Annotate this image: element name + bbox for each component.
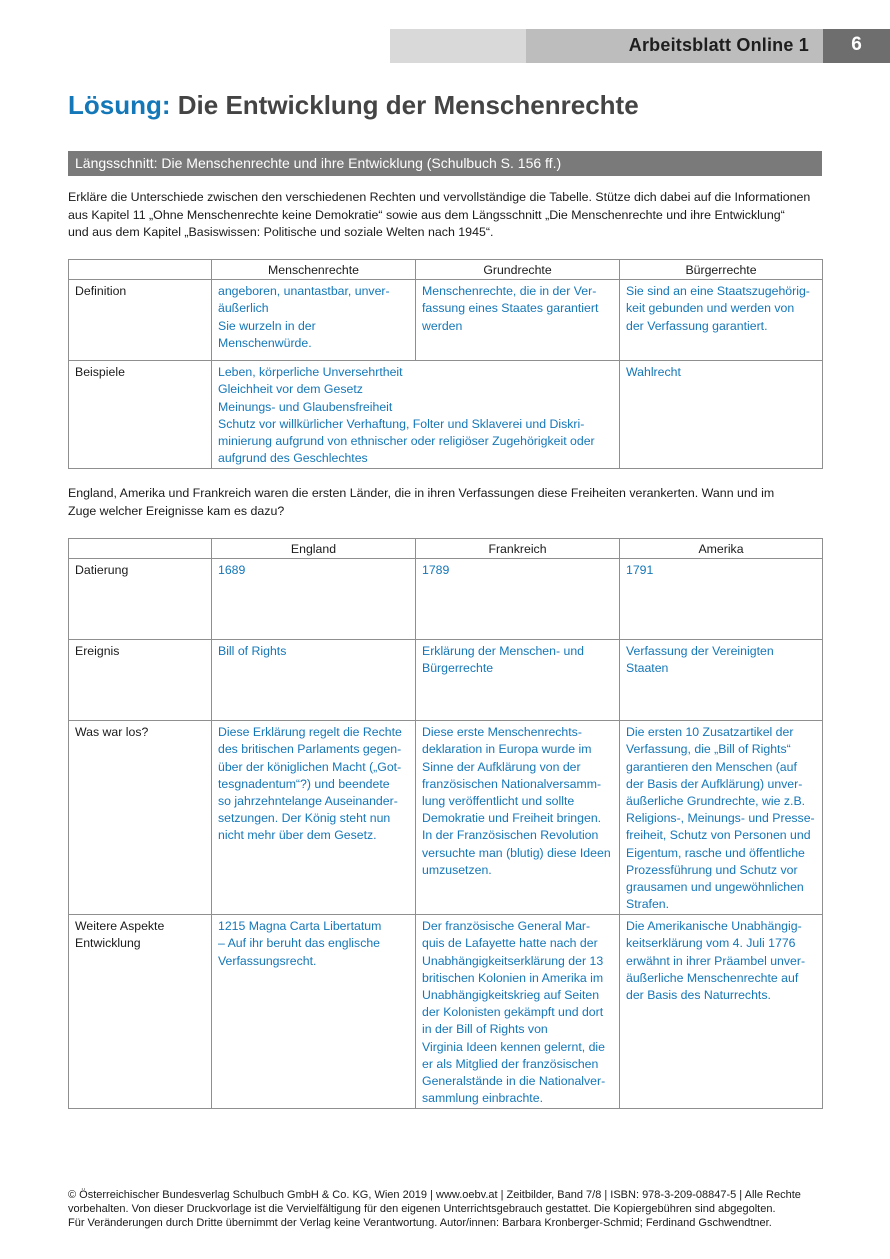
row-label-datierung: Datierung xyxy=(69,559,212,640)
row-label-ereignis: Ereignis xyxy=(69,640,212,721)
table-row xyxy=(69,280,823,361)
ereignis-amerika: Verfassung der Vereinigten Staaten xyxy=(620,640,823,721)
datierung-frankreich: 1789 xyxy=(416,559,620,640)
definition-buergerrechte: Sie sind an eine Staatszugehörig- keit gebunden und werden von der Verfassung garantiert. xyxy=(620,280,823,361)
header-title-block xyxy=(526,29,823,63)
countries-table xyxy=(68,538,823,1109)
header-buergerrechte: Bürgerrechte xyxy=(620,260,823,280)
intro-line: und aus dem Kapitel „Basiswissen: Politische und soziale Welten nach 1945“. xyxy=(68,225,494,239)
table-row xyxy=(69,559,823,640)
weitere-aspekte-amerika: Die Amerikanische Unabhängig- keitserklärung vom 4. Juli 1776 erwähnt in ihrer Präambel unver- äußerliche Menschenrechte auf der Basis des Naturrechts. xyxy=(620,915,823,1109)
header-light-block xyxy=(390,29,526,63)
was-war-los-frankreich: Diese erste Menschenrechts- deklaration in Europa wurde im Sinne der Aufklärung von der französischen Nationalversamm- lung veröffentlicht und sollte Demokratie und Freiheit bringen. In der Französischen Revolution versuchte man (blutig) diese Ideen umzusetzen. xyxy=(416,721,620,915)
question-paragraph xyxy=(68,485,824,520)
header-amerika: Amerika xyxy=(620,539,823,559)
header-frankreich: Frankreich xyxy=(416,539,620,559)
header-bar xyxy=(390,29,890,63)
corner-cell xyxy=(69,260,212,280)
table-row xyxy=(69,721,823,915)
definition-grundrechte: Menschenrechte, die in der Ver- fassung eines Staates garantiert werden xyxy=(416,280,620,361)
definition-menschenrechte: angeboren, unantastbar, unver- äußerlich Sie wurzeln in der Menschenwürde. xyxy=(212,280,416,361)
footer-line: Für Veränderungen durch Dritte übernimmt der Verlag keine Verantwortung. Autor/innen: Barbara Kronberger-Schmid; Ferdinand Gschwendtner. xyxy=(68,1217,772,1229)
beispiele-menschen-grundrechte: Leben, körperliche Unversehrtheit Gleichheit vor dem Gesetz Meinungs- und Glaubensfreiheit Schutz vor willkürlicher Verhaftung, Folter und Sklaverei und Diskri- minierung aufgrund von ethnischer oder religiöser Zugehörigkeit oder aufgrund des Geschlechtes xyxy=(212,361,620,469)
rights-table xyxy=(68,259,823,469)
intro-line: aus Kapitel 11 „Ohne Menschenrechte keine Demokratie“ sowie aus dem Längsschnitt „Die Menschenrechte und ihre Entwicklung“ xyxy=(68,207,785,222)
table-header-row xyxy=(69,539,823,559)
section-heading-bar xyxy=(68,151,822,176)
ereignis-england: Bill of Rights xyxy=(212,640,416,721)
intro-line: Erkläre die Unterschiede zwischen den verschiedenen Rechten und vervollständige die Tabelle. Stütze dich dabei auf die Informationen xyxy=(68,190,811,204)
table-row xyxy=(69,640,823,721)
section-heading: Längsschnitt: Die Menschenrechte und ihre Entwicklung (Schulbuch S. 156 ff.) xyxy=(75,155,562,171)
table-row xyxy=(69,361,823,469)
table-header-row xyxy=(69,260,823,280)
header-england: England xyxy=(212,539,416,559)
row-label-definition: Definition xyxy=(69,280,212,361)
worksheet-title: Arbeitsblatt Online 1 xyxy=(628,35,809,55)
page-number: 6 xyxy=(851,34,862,55)
row-label-beispiele: Beispiele xyxy=(69,361,212,469)
datierung-amerika: 1791 xyxy=(620,559,823,640)
question-line: England, Amerika und Frankreich waren die ersten Länder, die in ihren Verfassungen diese Freiheiten verankerten. Wann und im xyxy=(68,486,775,500)
ereignis-frankreich: Erklärung der Menschen- und Bürgerrechte xyxy=(416,640,620,721)
weitere-aspekte-frankreich: Der französische General Mar- quis de Lafayette hatte nach der Unabhängigkeitserklärung der 13 britischen Kolonien in Amerika im Unabhängigkeitskrieg auf Seiten der Kolonisten gekämpft und dort in der Bill of Rights von Virginia Ideen kennen gelernt, die er als Mitglied der französischen Generalstände in die Nationalver- sammlung einbrachte. xyxy=(416,915,620,1109)
footer-line: vorbehalten. Von dieser Druckvorlage ist die Vervielfältigung für den eigenen Unterrichtsgebrauch gestattet. Die Kopiergebühren sind abgegolten. xyxy=(68,1203,776,1215)
was-war-los-england: Diese Erklärung regelt die Rechte des britischen Parlaments gegen- über der königlichen Macht („Got- tesgnadentum“?) und beendete so jahrzehntelange Auseinander- setzungen. Der König steht nun nicht mehr über dem Gesetz. xyxy=(212,721,416,915)
header-grundrechte: Grundrechte xyxy=(416,260,620,280)
datierung-england: 1689 xyxy=(212,559,416,640)
page-title xyxy=(68,90,639,121)
footer-copyright xyxy=(68,1188,828,1230)
title-text: Die Entwicklung der Menschenrechte xyxy=(177,90,639,120)
table-row xyxy=(69,915,823,1109)
was-war-los-amerika: Die ersten 10 Zusatzartikel der Verfassung, die „Bill of Rights“ garantieren den Menschen (auf der Basis der Aufklärung) unver- äußerliche Grundrechte, wie z.B. Religions-, Meinungs- und Presse- freiheit, Schutz von Personen und Eigentum, rasche und öffentliche Prozessführung und Schutz vor grausamen und ungewöhnlichen Strafen. xyxy=(620,721,823,915)
footer-line: © Österreichischer Bundesverlag Schulbuch GmbH & Co. KG, Wien 2019 | www.oebv.at | Zeitbilder, Band 7/8 | ISBN: 978-3-209-08847-5 | Alle Rechte xyxy=(68,1189,801,1201)
row-label-was-war-los: Was war los? xyxy=(69,721,212,915)
corner-cell xyxy=(69,539,212,559)
weitere-aspekte-england: 1215 Magna Carta Libertatum – Auf ihr beruht das englische Verfassungsrecht. xyxy=(212,915,416,1109)
question-line: Zuge welcher Ereignisse kam es dazu? xyxy=(68,503,285,518)
title-accent: Lösung: xyxy=(68,90,171,120)
page-number-block xyxy=(823,29,890,63)
beispiele-buergerrechte: Wahlrecht xyxy=(620,361,823,469)
header-menschenrechte: Menschenrechte xyxy=(212,260,416,280)
row-label-weitere-aspekte: Weitere Aspekte Entwicklung xyxy=(69,915,212,1109)
intro-paragraph xyxy=(68,189,824,242)
